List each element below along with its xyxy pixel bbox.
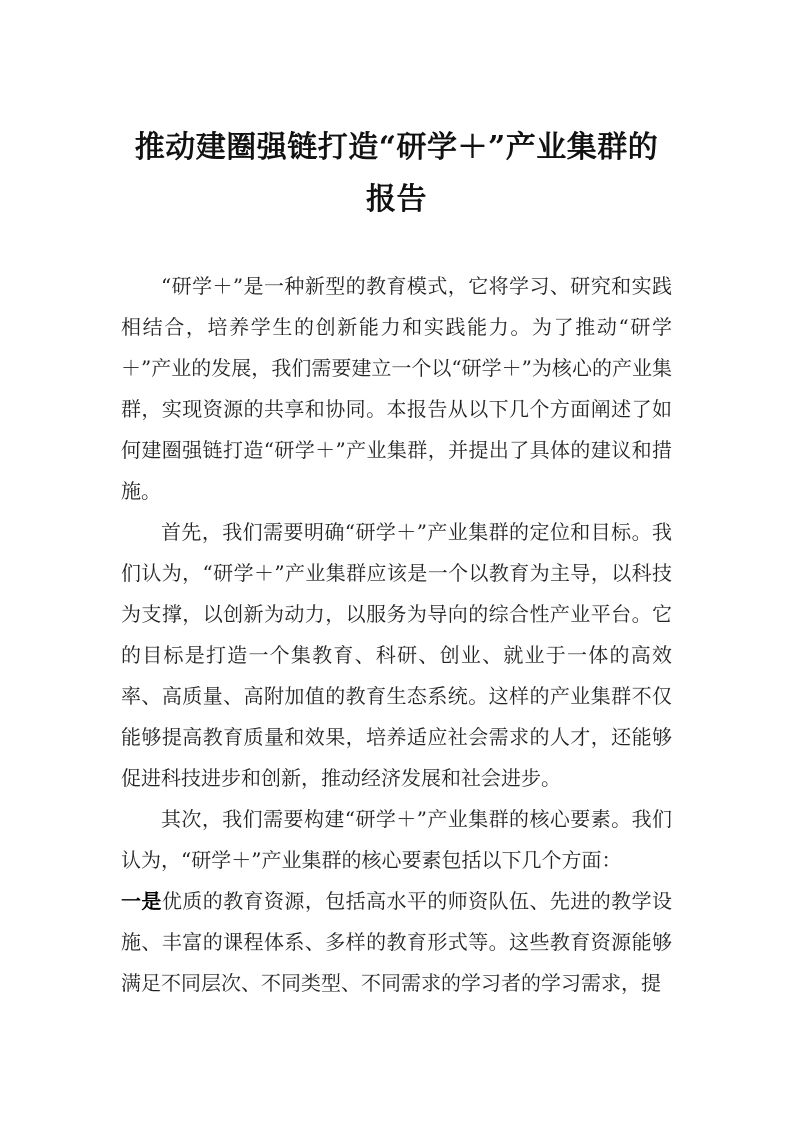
paragraph-positioning: 首先，我们需要明确“研学＋”产业集群的定位和目标。我们认为，“研学＋”产业集群应该是一个以教育为主导，以科技为支撑，以创新为动力，以服务为导向的综合性产业平台。它的目标是打造一个集教育、科研、创业、就业于一体的高效率、高质量、高附加值的教育生态系统。这样的产业集群不仅能够提高教育质量和效果，培养适应社会需求的人才，还能够促进科技进步和创新，推动经济发展和社会进步。 [121,520,672,790]
paragraph-core-elements: 其次，我们需要构建“研学＋”产业集群的核心要素。我们认为，“研学＋”产业集群的核心要素包括以下几个方面： [121,807,672,872]
point-one-text: 优质的教育资源，包括高水平的师资队伍、先进的教学设施、丰富的课程体系、多样的教育形式等。这些教育资源能够满足不同层次、不同类型、不同需求的学习者的学习需求，提 [121,889,673,995]
document-body [121,266,672,1004]
point-one-lead: 一是 [121,889,162,913]
paragraph-intro: “研学＋”是一种新型的教育模式，它将学习、研究和实践相结合，培养学生的创新能力和实践能力。为了推动“研学＋”产业的发展，我们需要建立一个以“研学＋”为核心的产业集群，实现资源的共享和协同。本报告从以下几个方面阐述了如何建圈强链打造“研学＋”产业集群，并提出了具体的建议和措施。 [121,274,672,503]
document-title: 推动建圈强链打造“研学＋”产业集群的报告 [134,130,659,217]
paragraph-point-one [121,881,672,1004]
